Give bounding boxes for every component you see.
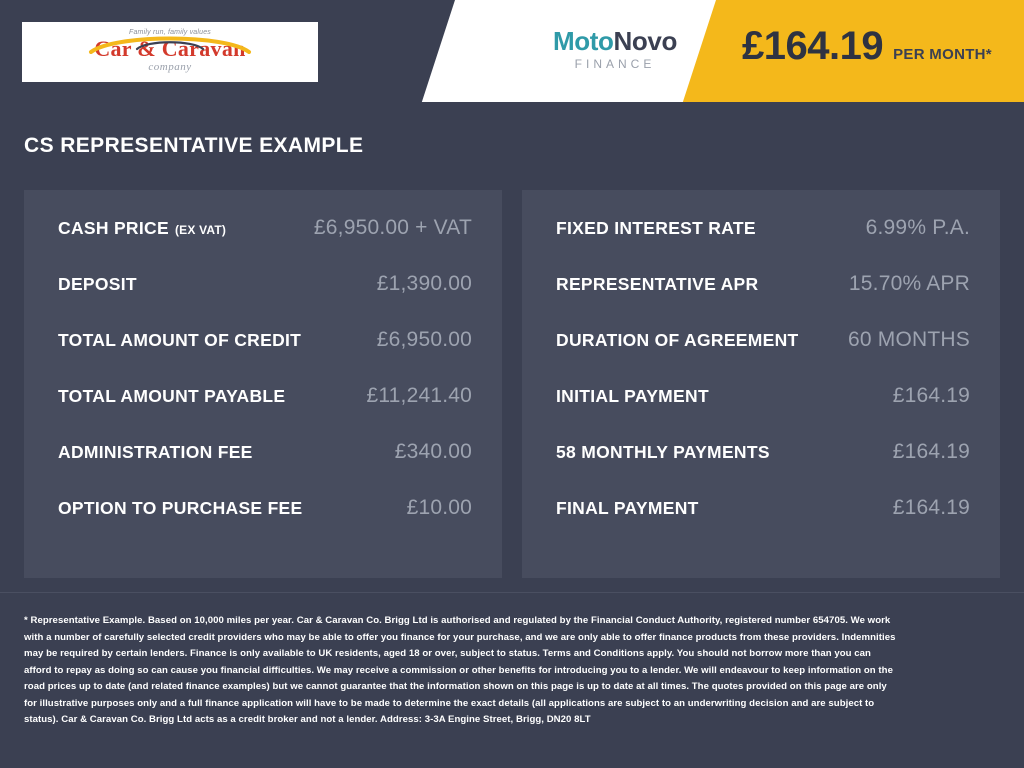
lender-name-part2: Novo bbox=[613, 26, 677, 56]
table-row bbox=[58, 384, 472, 440]
row-label-text: FINAL PAYMENT bbox=[556, 498, 699, 518]
monthly-price-period: PER MONTH* bbox=[893, 46, 992, 63]
row-label bbox=[58, 498, 303, 519]
row-value: £10.00 bbox=[406, 496, 472, 519]
row-label bbox=[58, 330, 301, 351]
lender-name-part1: Moto bbox=[553, 26, 614, 56]
finance-details-panels bbox=[24, 190, 1000, 578]
table-row bbox=[556, 384, 970, 440]
row-label-text: TOTAL AMOUNT PAYABLE bbox=[58, 386, 286, 406]
monthly-price-block bbox=[742, 24, 992, 69]
lender-logo bbox=[520, 28, 710, 70]
footer-divider bbox=[0, 592, 1024, 593]
disclaimer-text: * Representative Example. Based on 10,000 miles per year. Car & Caravan Co. Brigg Ltd is authorised and regulated by the Financial Conduct Authority, registered number 654705. We work with a number of carefully selected credit providers who may be able to offer you finance for your purchase, and we are only able to offer finance products from these providers. Indemnities may be required by certain lenders. Finance is only available to UK residents, aged 18 or over, subject to status. Terms and Conditions apply. You should not borrow more than you can afford to repay as doing so can cause you financial difficulties. We may receive a commission or other benefits for introducing you to a lender. We will endeavour to keep information on the road prices up to date (and related finance examples) but we cannot guarantee that the information shown on this page is up to date at all times. The quotes provided on this page are only for illustrative purposes only and a full finance application will have to be made to determine the exact details (all applications are subject to an underwriting decision and are subject to status). Car & Caravan Co. Brigg Ltd acts as a credit broker and not a lender. Address: 3-3A Engine Street, Brigg, DN20 8LT bbox=[24, 615, 896, 725]
row-label-text: DEPOSIT bbox=[58, 274, 137, 294]
page-header bbox=[0, 0, 1024, 102]
monthly-price-amount: £164.19 bbox=[742, 24, 884, 68]
lender-subtitle: FINANCE bbox=[574, 57, 656, 71]
table-row bbox=[556, 440, 970, 496]
dealer-name: Car & Caravan bbox=[94, 35, 246, 61]
row-value: £6,950.00 bbox=[376, 328, 472, 351]
row-label bbox=[58, 442, 253, 463]
table-row bbox=[58, 216, 472, 272]
table-row bbox=[556, 496, 970, 552]
lender-name bbox=[520, 28, 710, 54]
table-row bbox=[58, 272, 472, 328]
table-row bbox=[556, 328, 970, 384]
page-title: CS REPRESENTATIVE EXAMPLE bbox=[24, 134, 364, 157]
row-label bbox=[556, 274, 758, 295]
left-details-panel bbox=[24, 190, 502, 578]
row-value: £1,390.00 bbox=[376, 272, 472, 295]
table-row bbox=[58, 496, 472, 552]
row-value: £340.00 bbox=[394, 440, 472, 463]
right-details-panel bbox=[522, 190, 1000, 578]
row-value: 60 MONTHS bbox=[848, 328, 970, 351]
row-label-sub: (EX VAT) bbox=[174, 223, 227, 237]
row-value: £11,241.40 bbox=[366, 384, 472, 407]
row-label-text: TOTAL AMOUNT OF CREDIT bbox=[58, 330, 302, 350]
row-value: £6,950.00 + VAT bbox=[313, 216, 472, 239]
row-label-text: DURATION OF AGREEMENT bbox=[556, 330, 799, 350]
row-label bbox=[58, 218, 226, 239]
row-label bbox=[556, 330, 799, 351]
row-label-text: 58 MONTHLY PAYMENTS bbox=[556, 442, 770, 462]
row-label bbox=[556, 498, 699, 519]
row-label-text: REPRESENTATIVE APR bbox=[556, 274, 759, 294]
row-label-text: ADMINISTRATION FEE bbox=[58, 442, 253, 462]
dealer-logo bbox=[22, 22, 318, 82]
row-label bbox=[556, 442, 770, 463]
row-value: £164.19 bbox=[892, 384, 970, 407]
car-swoosh-icon bbox=[85, 32, 255, 54]
table-row bbox=[58, 328, 472, 384]
table-row bbox=[556, 272, 970, 328]
row-label-text: INITIAL PAYMENT bbox=[556, 386, 709, 406]
row-value: 15.70% APR bbox=[848, 272, 970, 295]
row-label bbox=[556, 386, 709, 407]
row-value: £164.19 bbox=[892, 440, 970, 463]
row-value: 6.99% P.A. bbox=[865, 216, 970, 239]
row-value: £164.19 bbox=[892, 496, 970, 519]
table-row bbox=[58, 440, 472, 496]
row-label-text: FIXED INTEREST RATE bbox=[556, 218, 756, 238]
row-label-text: CASH PRICE bbox=[58, 218, 169, 238]
row-label bbox=[58, 386, 285, 407]
row-label bbox=[58, 274, 137, 295]
dealer-tagline: Family run, family values bbox=[128, 28, 212, 36]
row-label bbox=[556, 218, 756, 239]
dealer-name-sub: company bbox=[148, 60, 192, 73]
row-label-text: OPTION TO PURCHASE FEE bbox=[58, 498, 303, 518]
table-row bbox=[556, 216, 970, 272]
